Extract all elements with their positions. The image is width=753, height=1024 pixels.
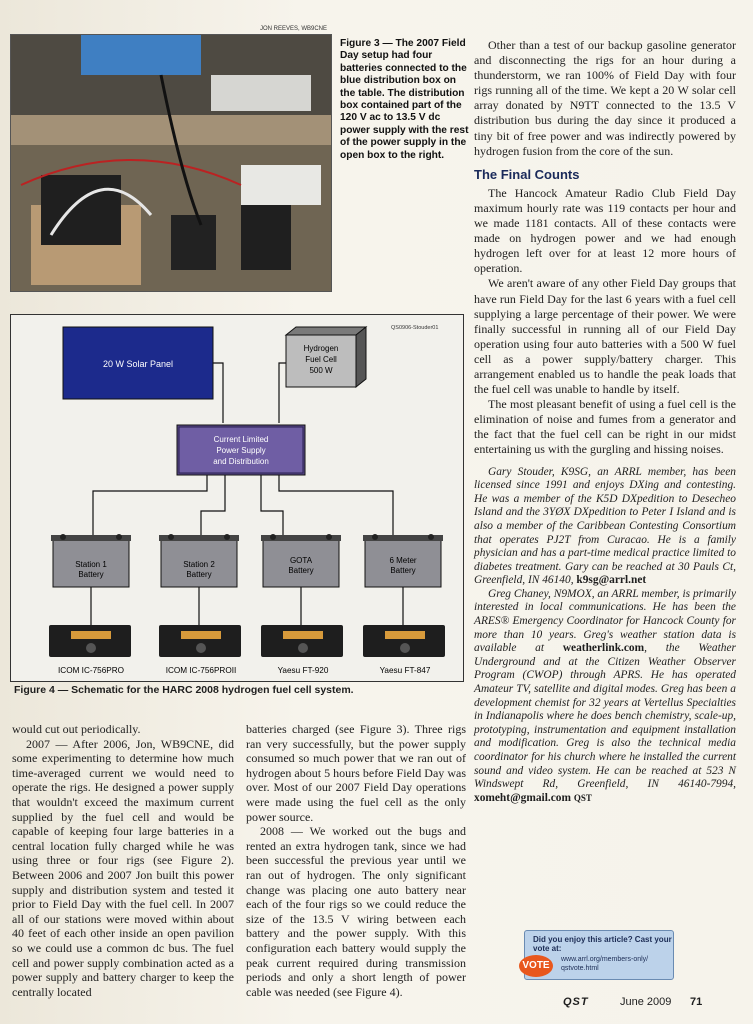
paragraph: batteries charged (see Figure 3). Three rigs ran very successfully, but the power supply consumed so much power that we ran out of hydrogen about 5 hours before Field Day was over. Most of our 2007 Field Day operations were made using the fuel cell as the only power source.	[246, 722, 466, 824]
battery-station-1	[51, 534, 131, 587]
battery-label: 6 Meter	[389, 556, 417, 565]
schematic-figure4	[10, 314, 464, 682]
battery-label: Battery	[390, 566, 416, 575]
battery-station-2	[159, 534, 239, 587]
end-mark: QST	[573, 792, 592, 803]
battery-label: Battery	[186, 570, 212, 579]
distribution-label-3: and Distribution	[213, 457, 269, 466]
paragraph: The most pleasant benefit of using a fuel cell is the elimination of noise and fumes from a generator and the fact that the fuel cell can be right in our midst entertaining us with the gurgling and hissing noises.	[474, 397, 736, 457]
paragraph: We aren't aware of any other Field Day groups that have run Field Day for the last 6 years with a fuel cell supplying a large percentage of their power. We were finally successful in running all of our Field Day operation using four auto batteries with a 500 W fuel cell as a power supply/battery charger. This arrangement enabled us to handle the peak loads that the fuel cell was unable to handle by itself.	[474, 276, 736, 397]
vote-question: Did you enjoy this article? Cast your vote at:	[533, 935, 672, 953]
battery-label: GOTA	[289, 556, 313, 565]
bio-text: Gary Stouder, K9SG, an ARRL member, has been licensed since 1991 and enjoys DXing and contesting. He was a member of the K5D DXpedition to Desecheo Island and the 3YØX DXpedition to Peter I Island and is also a member of the Caribbean Contesting Consortium that operates PJ2T from Curacao. He is a family physician and has a part-time medical practice limited to diabetes treatment. Gary can be reached at 30 Pauls Ct, Greenfield, IN 46140,	[474, 465, 736, 587]
battery-label: Battery	[288, 566, 314, 575]
radio-label: Yaesu FT-847	[379, 666, 431, 675]
website-link[interactable]: weatherlink.com	[562, 642, 645, 655]
qst-logo: QST	[563, 996, 589, 1008]
solar-panel-label: 20 W Solar Panel	[102, 359, 174, 369]
vote-url-line: www.arrl.org/members-only/	[561, 956, 649, 963]
figure3-caption: Figure 3 — The 2007 Field Day setup had four batteries connected to the blue distribution box on the table. The distribution box contained part of the 120 V ac to 13.5 V dc power supply with the rest of the power supply in the open box to the right.	[340, 38, 469, 161]
author-bios	[474, 466, 736, 806]
paragraph: 2007 — After 2006, Jon, WB9CNE, did some experimenting to determine how much time-averaged current we would need to operate the rigs. He designed a power supply that wouldn't exceed the maximum current supplied by the fuel cell and would be capable of keeping four large batteries in a central location fully charged while he was using three or four rigs (see Figure 2). Between 2006 and 2007 Jon built this power supply and distribution system and tested it prior to Field Day with the fuel cell. In 2007 all of our stations were moved within about 40 feet of each other inside an open pavilion so we could use a common dc bus. The fuel cell and power supply combination acted as a power supply and battery charger to keep the centrally located	[12, 736, 234, 999]
vote-url[interactable]	[561, 955, 648, 973]
radio-ic-756proii	[159, 625, 241, 675]
radio-label: ICOM IC-756PRO	[58, 666, 124, 675]
fuel-cell-label-2: Fuel Cell	[305, 355, 337, 364]
paragraph: Other than a test of our backup gasoline generator and disconnecting the rigs for an hour during a thunderstorm, we ran 100% of Field Day with four rigs running all of the time. We kept a 20 W solar cell array donated by N9TT connected to the 13.5 V distribution bus during the day since it produced a tiny bit of free power and was indirectly powered by hydrogen fusion from the core of the sun.	[474, 38, 736, 158]
author-bio-chaney	[474, 588, 736, 806]
fuel-cell-label-1: Hydrogen	[303, 344, 339, 353]
author-bio-stouder	[474, 466, 736, 588]
distribution-label-2: Power Supply	[216, 446, 266, 455]
battery-gota	[261, 534, 341, 587]
left-lower-column	[12, 722, 234, 999]
section-heading: The Final Counts	[474, 166, 580, 182]
photo-credit: JON REEVES, WB9CNE	[260, 26, 328, 32]
email-link[interactable]: k9sg@arrl.net	[576, 574, 647, 587]
battery-6-meter	[363, 534, 443, 587]
radio-label: ICOM IC-756PROII	[165, 666, 237, 675]
issue-date: June 2009	[620, 996, 672, 1008]
vote-badge[interactable]: VOTE	[519, 955, 553, 977]
battery-label: Station 2	[183, 560, 215, 569]
right-column	[474, 38, 736, 805]
schematic-id: QS0906-Stouder01	[391, 325, 439, 331]
paragraph: 2008 — We worked out the bugs and rented an extra hydrogen tank, since we had been successful the previous year until we ran out of hydrogen. The only significant change was placing one auto battery near each of the four rigs so we could reduce the size of the 13.5 V wiring between each battery and the power supply. With this configuration each battery would supply the peak current required during transmission periods and only a short length of power cable was needed (see Figure 4).	[246, 824, 466, 999]
figure4-caption: Figure 4 — Schematic for the HARC 2008 hydrogen fuel cell system.	[14, 684, 354, 696]
radio-ic-756pro	[49, 625, 131, 675]
field-day-photo	[10, 34, 332, 292]
page-number: 71	[690, 996, 703, 1008]
paragraph: The Hancock Amateur Radio Club Field Day maximum hourly rate was 119 contacts per hour and we made 1181 contacts. All of these contacts were made on hydrogen power and we had enough hydrogen left over for at least 12 more hours of operation.	[474, 185, 736, 276]
email-link[interactable]: xomeht@gmail.com	[474, 791, 571, 804]
radio-ft-847	[363, 625, 445, 675]
bio-text: , the Weather Underground and at the Citizen Weather Observer Program (CWOP) through APRS. He has operated Amateur TV, satellite and digital modes. Greg has been a development chemist for 32 years at Vertellus Specialties in Indianapolis where he does bench chemistry, scale-up, prototyping, instrumentation and equipment installation and modification. Greg is also the technical media coordinator for his church where he installed the current sound and video system. He can be reached at 523 N Windswept Rd, Greenfield, IN 46140-7994,	[474, 642, 736, 791]
bio-text: Greg Chaney, N9MOX, an ARRL member, is primarily interested in local communications. He has been the ARES® Emergency Coordinator for Hancock County for more than 10 years. Greg's weather station data is available at	[474, 587, 736, 655]
radio-ft-920	[261, 625, 343, 675]
vote-url-line: qstvote.html	[561, 965, 599, 972]
middle-lower-column	[246, 722, 466, 999]
battery-label: Battery	[78, 570, 104, 579]
battery-label: Station 1	[75, 560, 107, 569]
paragraph: would cut out periodically.	[12, 722, 141, 736]
radio-label: Yaesu FT-920	[277, 666, 329, 675]
fuel-cell-label-3: 500 W	[309, 366, 333, 375]
distribution-label-1: Current Limited	[213, 435, 269, 444]
vote-box[interactable]	[524, 930, 674, 980]
